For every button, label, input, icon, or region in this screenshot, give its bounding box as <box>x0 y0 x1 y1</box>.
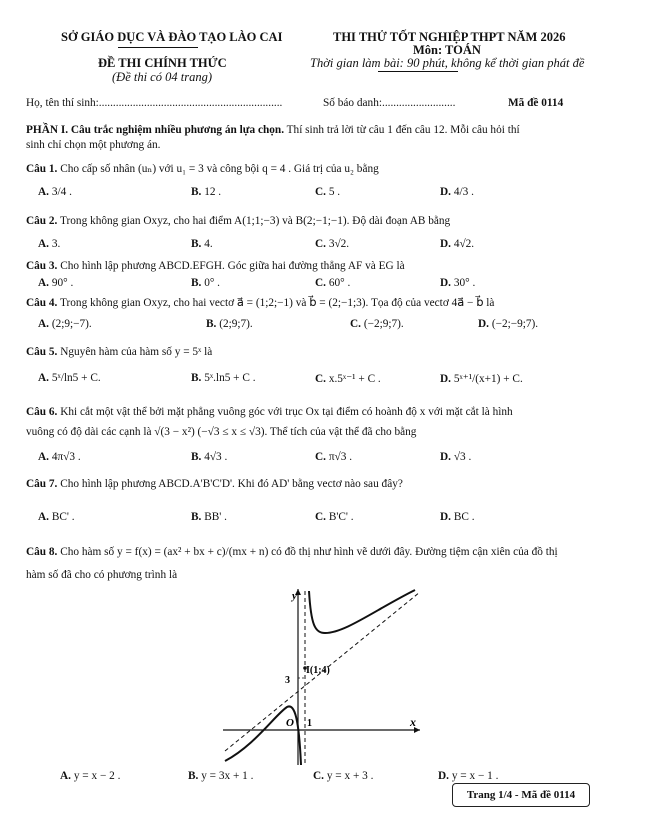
question-text: Trong không gian Oxyz, cho hai vectơ a⃗ = (1;2;−1) và b⃗ = (2;−1;3). Tọa độ của vectơ 4a⃗ − b⃗ là <box>57 297 495 309</box>
option-text: 4√3 . <box>204 451 228 463</box>
q3-option-a[interactable] <box>38 277 73 289</box>
q8-option-d[interactable] <box>438 770 498 782</box>
q5-option-a[interactable] <box>38 372 101 384</box>
option-letter: A. <box>38 318 49 330</box>
q4-option-a[interactable] <box>38 318 92 330</box>
option-text: 90° . <box>51 277 74 289</box>
option-text: 4/3 . <box>453 186 474 198</box>
question-label: Câu 7. <box>26 478 58 490</box>
part1-title: PHẦN I. Câu trắc nghiệm nhiều phương án lựa chọn. <box>26 124 285 136</box>
x-axis-label: x <box>410 715 416 729</box>
question-label: Câu 4. <box>26 297 58 309</box>
option-text: 5ˣ.ln5 + C . <box>204 372 256 384</box>
q2-option-d[interactable] <box>440 238 474 250</box>
option-text: BC . <box>453 511 475 523</box>
option-text: 30° . <box>453 277 476 289</box>
option-text: y = x − 2 . <box>73 770 121 782</box>
option-letter: A. <box>38 511 49 523</box>
option-text: BC' . <box>51 511 75 523</box>
option-letter: D. <box>440 373 451 385</box>
question-1 <box>26 162 379 177</box>
option-letter: A. <box>38 277 49 289</box>
option-text: (2;9;−7). <box>51 318 92 330</box>
option-letter: C. <box>315 451 326 463</box>
q3-option-d[interactable] <box>440 277 475 289</box>
q2-option-b[interactable] <box>191 238 213 250</box>
q1-option-d[interactable] <box>440 186 474 198</box>
option-text: x.5ˣ⁻¹ + C . <box>328 373 381 385</box>
subject: Môn: TOÁN <box>413 43 481 57</box>
option-letter: B. <box>206 318 217 330</box>
question-label: Câu 6. <box>26 406 58 418</box>
q7-option-d[interactable] <box>440 511 475 523</box>
q8-option-b[interactable] <box>188 770 253 782</box>
part1-desc-2: sinh chỉ chọn một phương án. <box>26 139 161 151</box>
q6-option-b[interactable] <box>191 451 227 463</box>
q6-option-d[interactable] <box>440 451 471 463</box>
q2-option-c[interactable] <box>315 238 349 250</box>
option-text: (2;9;7). <box>219 318 253 330</box>
question-label: Câu 3. <box>26 260 58 272</box>
option-letter: A. <box>38 186 49 198</box>
question-4 <box>26 296 494 311</box>
option-letter: B. <box>191 511 202 523</box>
q1-option-a[interactable] <box>38 186 72 198</box>
question-text: Khi cắt một vật thể bởi mặt phẳng vuông góc với trục Ox tại điểm có hoành độ x với mặt cắt là hình <box>57 406 513 418</box>
option-letter: B. <box>188 770 199 782</box>
tick-one: 1 <box>307 718 312 729</box>
option-letter: D. <box>440 277 451 289</box>
right-branch <box>309 590 415 633</box>
question-3 <box>26 259 405 274</box>
option-text: y = 3x + 1 . <box>201 770 254 782</box>
option-letter: A. <box>60 770 71 782</box>
option-text: 4. <box>204 238 213 250</box>
option-text: 0° . <box>204 277 221 289</box>
header-rule-left <box>118 47 198 48</box>
option-text: 3√2. <box>328 238 350 250</box>
q8-option-a[interactable] <box>60 770 120 782</box>
q5-option-c[interactable] <box>315 372 381 385</box>
question-6 <box>26 405 513 420</box>
option-letter: C. <box>350 318 361 330</box>
option-text: 5 . <box>328 186 341 198</box>
q3-option-c[interactable] <box>315 277 350 289</box>
question-label: Câu 1. <box>26 163 58 175</box>
q2-option-a[interactable] <box>38 238 60 250</box>
option-text: 5ˣ⁺¹/(x+1) + C. <box>453 373 523 385</box>
question-text: Trong không gian Oxyz, cho hai điểm A(1;1;−3) và B(2;−1;−1). Độ dài đoạn AB bằng <box>57 215 451 227</box>
option-text: BB' . <box>204 511 227 523</box>
exam-title: THI THỬ TỐT NGHIỆP THPT NĂM 2026 <box>333 30 566 44</box>
q1-option-c[interactable] <box>315 186 340 198</box>
option-text: (−2;−9;7). <box>491 318 539 330</box>
q4-option-b[interactable] <box>206 318 253 330</box>
question-text: Cho hình lập phương ABCD.EFGH. Góc giữa hai đường thẳng AF và EG là <box>57 260 405 272</box>
q7-option-b[interactable] <box>191 511 227 523</box>
part1-intro <box>26 123 622 153</box>
option-letter: D. <box>440 511 451 523</box>
header-rule-right <box>378 71 458 72</box>
exam-code: Mã đề 0114 <box>508 97 564 109</box>
q5-option-b[interactable] <box>191 372 256 384</box>
option-text: 12 . <box>204 186 222 198</box>
option-text: √3 . <box>453 451 472 463</box>
page-count-note: (Đề thi có 04 trang) <box>112 70 212 84</box>
option-letter: C. <box>315 186 326 198</box>
option-text: 3/4 . <box>51 186 72 198</box>
option-letter: C. <box>315 277 326 289</box>
tick-three: 3 <box>285 675 290 686</box>
question-7 <box>26 477 403 492</box>
question-label: Câu 8. <box>26 546 58 558</box>
option-letter: B. <box>191 238 202 250</box>
option-text: 3. <box>51 238 61 250</box>
option-letter: C. <box>315 511 326 523</box>
q6-option-c[interactable] <box>315 451 352 463</box>
option-letter: A. <box>38 372 49 384</box>
question-8 <box>26 545 558 560</box>
point-i-label: I(1;4) <box>306 665 330 676</box>
option-text: (−2;9;7). <box>363 318 404 330</box>
option-letter: D. <box>438 770 449 782</box>
question-text: Nguyên hàm của hàm số y = 5ˣ là <box>57 346 213 358</box>
option-text: 5ˣ/ln5 + C. <box>51 372 101 384</box>
option-text: y = x + 3 . <box>326 770 374 782</box>
option-text: B'C' . <box>328 511 354 523</box>
candidate-number-field: Số báo danh:.......................... <box>323 97 456 109</box>
function-graph <box>215 585 425 770</box>
option-letter: B. <box>191 186 202 198</box>
question-8-line2: hàm số đã cho có phương trình là <box>26 569 178 581</box>
option-letter: C. <box>315 373 326 385</box>
question-5 <box>26 345 212 360</box>
question-label: Câu 5. <box>26 346 58 358</box>
option-letter: D. <box>478 318 489 330</box>
origin-label: O <box>286 717 294 729</box>
option-letter: D. <box>440 238 451 250</box>
question-2 <box>26 214 450 229</box>
exam-type: ĐỀ THI CHÍNH THỨC <box>98 56 227 70</box>
q4-option-d[interactable] <box>478 318 538 330</box>
option-letter: A. <box>38 238 49 250</box>
option-letter: B. <box>191 451 202 463</box>
option-text: y = x − 1 . <box>451 770 499 782</box>
option-text: 4π√3 . <box>51 451 81 463</box>
time-limit: Thời gian làm bài: 90 phút, không kể thời gian phát đề <box>310 56 585 70</box>
option-letter: B. <box>191 372 202 384</box>
q6-option-a[interactable] <box>38 451 81 463</box>
part1-desc: Thí sinh trả lời từ câu 1 đến câu 12. Mỗi câu hỏi thí <box>284 124 520 136</box>
q5-option-d[interactable] <box>440 372 523 385</box>
option-letter: C. <box>315 238 326 250</box>
option-letter: A. <box>38 451 49 463</box>
option-letter: D. <box>440 186 451 198</box>
school-department: SỞ GIÁO DỤC VÀ ĐÀO TẠO LÀO CAI <box>61 30 283 44</box>
question-6-line2: vuông có độ dài các cạnh là √(3 − x²) (−√3 ≤ x ≤ √3). Thể tích của vật thể đã cho bằng <box>26 426 417 438</box>
y-axis-label: y <box>292 590 297 602</box>
left-branch <box>225 706 301 765</box>
option-letter: C. <box>313 770 324 782</box>
question-label: Câu 2. <box>26 215 58 227</box>
q4-option-c[interactable] <box>350 318 404 330</box>
q7-option-c[interactable] <box>315 511 354 523</box>
q7-option-a[interactable] <box>38 511 75 523</box>
candidate-name-field: Họ, tên thí sinh:................................................................. <box>26 97 283 109</box>
q8-option-c[interactable] <box>313 770 373 782</box>
option-text: π√3 . <box>328 451 353 463</box>
page-footer: Trang 1/4 - Mã đề 0114 <box>452 783 590 807</box>
question-text: Cho cấp số nhân (uₙ) với u₁ = 3 và công bội q = 4 . Giá trị của u₂ bằng <box>57 163 379 175</box>
q1-option-b[interactable] <box>191 186 221 198</box>
option-text: 60° . <box>328 277 351 289</box>
option-letter: D. <box>440 451 451 463</box>
option-text: 4√2. <box>453 238 475 250</box>
option-letter: B. <box>191 277 202 289</box>
q3-option-b[interactable] <box>191 277 220 289</box>
question-text: Cho hình lập phương ABCD.A'B'C'D'. Khi đó AD' bằng vectơ nào sau đây? <box>57 478 403 490</box>
question-text: Cho hàm số y = f(x) = (ax² + bx + c)/(mx + n) có đồ thị như hình vẽ dưới đây. Đường tiệm cận xiên của đồ thị <box>57 546 558 558</box>
